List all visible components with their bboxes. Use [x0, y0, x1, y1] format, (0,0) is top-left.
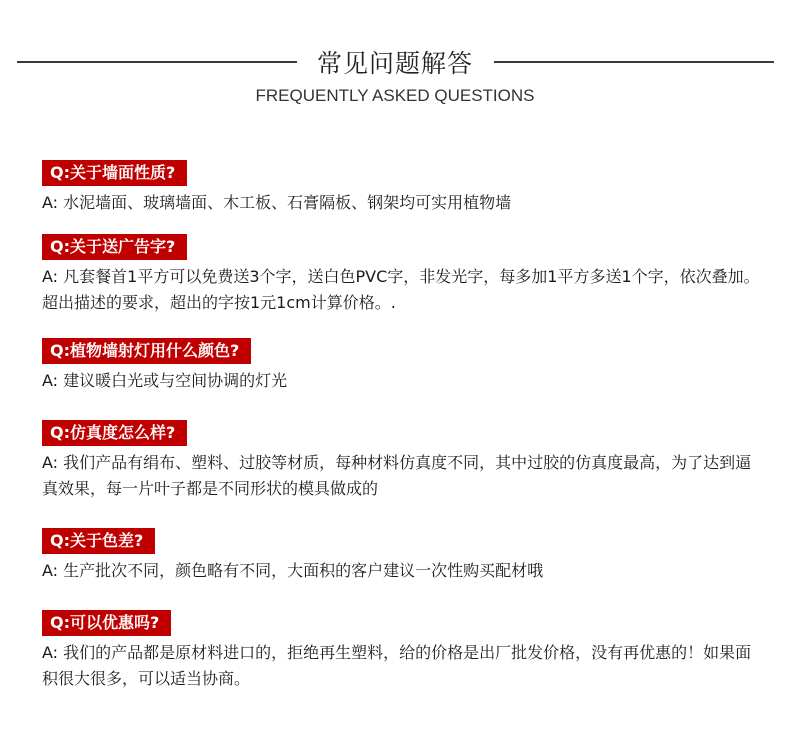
faq-question: Q:可以优惠吗? — [42, 610, 171, 636]
faq-answer: A: 凡套餐首1平方可以免费送3个字，送白色PVC字，非发光字，每多加1平方多送1个字，依次叠加。超出描述的要求，超出的字按1元1cm计算价格。. — [42, 267, 760, 312]
faq-header — [0, 40, 790, 120]
faq-item-lettering — [42, 234, 762, 316]
faq-item-discount — [42, 610, 762, 692]
faq-answer: A: 生产批次不同，颜色略有不同，大面积的客户建议一次性购买配材哦 — [42, 561, 544, 580]
page-title: 常见问题解答 — [316, 49, 473, 78]
faq-answer: A: 建议暖白光或与空间协调的灯光 — [42, 371, 288, 390]
faq-question: Q:关于送广告字? — [42, 234, 187, 260]
faq-item-lighting — [42, 338, 762, 394]
faq-answer: A: 我们产品有绢布、塑料、过胶等材质，每种材料仿真度不同，其中过胶的仿真度最高，为了达到逼真效果，每一片叶子都是不同形状的模具做成的 — [42, 453, 752, 498]
page-subtitle: FREQUENTLY ASKED QUESTIONS — [255, 86, 535, 105]
faq-question: Q:关于墙面性质? — [42, 160, 187, 186]
faq-item-color-difference — [42, 528, 762, 584]
faq-answer: A: 水泥墙面、玻璃墙面、木工板、石膏隔板、钢架均可实用植物墙 — [42, 193, 512, 212]
faq-item-realism — [42, 420, 762, 502]
faq-item-wall-type — [42, 160, 762, 216]
faq-question: Q:关于色差? — [42, 528, 155, 554]
faq-question: Q:仿真度怎么样? — [42, 420, 187, 446]
faq-question: Q:植物墙射灯用什么颜色? — [42, 338, 251, 364]
faq-answer: A: 我们的产品都是原材料进口的，拒绝再生塑料，给的价格是出厂批发价格，没有再优惠的！如果面积很大很多，可以适当协商。 — [42, 643, 752, 688]
